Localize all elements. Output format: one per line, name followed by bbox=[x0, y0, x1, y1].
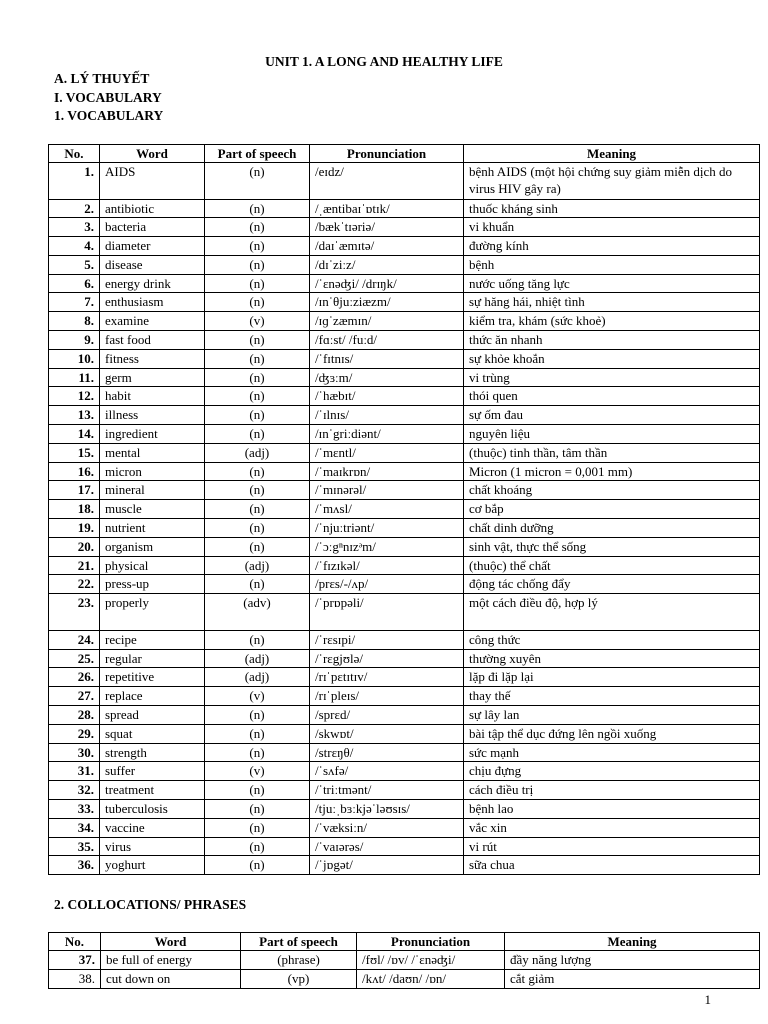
cell-word: energy drink bbox=[100, 274, 205, 293]
cell-pronunciation: /ˈprɒpəli/ bbox=[310, 594, 464, 631]
table-row bbox=[49, 349, 760, 368]
cell-part-of-speech: (n) bbox=[205, 781, 310, 800]
table-row bbox=[49, 687, 760, 706]
cell-pronunciation: /ˈfɪtnɪs/ bbox=[310, 349, 464, 368]
cell-part-of-speech: (n) bbox=[205, 199, 310, 218]
cell-part-of-speech: (vp) bbox=[241, 969, 357, 988]
table-row bbox=[49, 443, 760, 462]
table-row bbox=[49, 705, 760, 724]
cell-pronunciation: /ˈhæbɪt/ bbox=[310, 387, 464, 406]
cell-meaning: công thức bbox=[464, 630, 760, 649]
cell-pronunciation: /ˈvaɪərəs/ bbox=[310, 837, 464, 856]
cell-meaning: (thuộc) tinh thần, tâm thần bbox=[464, 443, 760, 462]
cell-no: 13. bbox=[49, 406, 100, 425]
cell-meaning: sự hăng hái, nhiệt tình bbox=[464, 293, 760, 312]
subsection-heading-vocabulary: 1. VOCABULARY bbox=[54, 108, 164, 123]
cell-meaning: cắt giảm bbox=[505, 969, 760, 988]
cell-word: mental bbox=[100, 443, 205, 462]
cell-pronunciation: /ɪɡˈzæmɪn/ bbox=[310, 312, 464, 331]
cell-word: strength bbox=[100, 743, 205, 762]
header-no: No. bbox=[49, 145, 100, 163]
cell-meaning: sức mạnh bbox=[464, 743, 760, 762]
cell-pronunciation: /ˈtriːtmənt/ bbox=[310, 781, 464, 800]
table-row bbox=[49, 630, 760, 649]
cell-meaning: vi trùng bbox=[464, 368, 760, 387]
cell-pronunciation: /dɪˈziːz/ bbox=[310, 255, 464, 274]
cell-meaning: đường kính bbox=[464, 237, 760, 256]
cell-no: 37. bbox=[49, 951, 101, 970]
cell-word: nutrient bbox=[100, 519, 205, 538]
cell-word: antibiotic bbox=[100, 199, 205, 218]
cell-no: 6. bbox=[49, 274, 100, 293]
cell-word: examine bbox=[100, 312, 205, 331]
cell-pronunciation: /eɪdz/ bbox=[310, 163, 464, 200]
table-row bbox=[49, 837, 760, 856]
cell-no: 11. bbox=[49, 368, 100, 387]
cell-word: micron bbox=[100, 462, 205, 481]
cell-no: 8. bbox=[49, 312, 100, 331]
cell-pronunciation: /ˈfɪzɪkəl/ bbox=[310, 556, 464, 575]
cell-no: 30. bbox=[49, 743, 100, 762]
table-row bbox=[49, 481, 760, 500]
cell-meaning: nguyên liệu bbox=[464, 425, 760, 444]
cell-part-of-speech: (n) bbox=[205, 856, 310, 875]
cell-no: 4. bbox=[49, 237, 100, 256]
cell-no: 23. bbox=[49, 594, 100, 631]
cell-no: 27. bbox=[49, 687, 100, 706]
cell-no: 22. bbox=[49, 575, 100, 594]
cell-part-of-speech: (n) bbox=[205, 387, 310, 406]
cell-meaning: Micron (1 micron = 0,001 mm) bbox=[464, 462, 760, 481]
cell-no: 9. bbox=[49, 331, 100, 350]
cell-word: vaccine bbox=[100, 818, 205, 837]
cell-word: treatment bbox=[100, 781, 205, 800]
table-row bbox=[49, 199, 760, 218]
cell-meaning: thói quen bbox=[464, 387, 760, 406]
table-row bbox=[49, 500, 760, 519]
cell-no: 28. bbox=[49, 705, 100, 724]
cell-no: 17. bbox=[49, 481, 100, 500]
cell-word: squat bbox=[100, 724, 205, 743]
cell-meaning: động tác chống đẩy bbox=[464, 575, 760, 594]
cell-pronunciation: /fʊl/ /ɒv/ /ˈɛnəʤi/ bbox=[357, 951, 505, 970]
cell-meaning: cách điều trị bbox=[464, 781, 760, 800]
cell-part-of-speech: (v) bbox=[205, 687, 310, 706]
cell-no: 12. bbox=[49, 387, 100, 406]
table-row bbox=[49, 649, 760, 668]
cell-no: 25. bbox=[49, 649, 100, 668]
cell-word: repetitive bbox=[100, 668, 205, 687]
header-part-of-speech: Part of speech bbox=[241, 933, 357, 951]
cell-pronunciation: /ˈɛnəʤi/ /drɪŋk/ bbox=[310, 274, 464, 293]
header-word: Word bbox=[101, 933, 241, 951]
cell-no: 3. bbox=[49, 218, 100, 237]
cell-pronunciation: /ˌæntibaɪˈɒtɪk/ bbox=[310, 199, 464, 218]
cell-part-of-speech: (n) bbox=[205, 425, 310, 444]
cell-no: 29. bbox=[49, 724, 100, 743]
cell-word: suffer bbox=[100, 762, 205, 781]
cell-part-of-speech: (adv) bbox=[205, 594, 310, 631]
cell-pronunciation: /ˈɔːgⁿnɪzᵊm/ bbox=[310, 537, 464, 556]
cell-part-of-speech: (n) bbox=[205, 537, 310, 556]
cell-word: bacteria bbox=[100, 218, 205, 237]
table-row bbox=[49, 594, 760, 631]
document-title: UNIT 1. A LONG AND HEALTHY LIFE bbox=[265, 54, 503, 69]
section-heading-theory: A. LÝ THUYẾT bbox=[54, 71, 150, 86]
cell-meaning: thuốc kháng sinh bbox=[464, 199, 760, 218]
cell-meaning: bệnh AIDS (một hội chứng suy giảm miễn dịch do virus HIV gây ra) bbox=[464, 163, 760, 200]
cell-word: mineral bbox=[100, 481, 205, 500]
cell-no: 35. bbox=[49, 837, 100, 856]
cell-part-of-speech: (adj) bbox=[205, 443, 310, 462]
cell-part-of-speech: (n) bbox=[205, 349, 310, 368]
cell-part-of-speech: (n) bbox=[205, 237, 310, 256]
cell-meaning: sự khỏe khoắn bbox=[464, 349, 760, 368]
cell-pronunciation: /ˈrɛgjʊlə/ bbox=[310, 649, 464, 668]
cell-part-of-speech: (n) bbox=[205, 575, 310, 594]
cell-no: 34. bbox=[49, 818, 100, 837]
cell-meaning: sự ốm đau bbox=[464, 406, 760, 425]
cell-part-of-speech: (n) bbox=[205, 406, 310, 425]
cell-meaning: bệnh lao bbox=[464, 799, 760, 818]
collocations-table bbox=[48, 932, 760, 989]
table-row bbox=[49, 556, 760, 575]
cell-word: ingredient bbox=[100, 425, 205, 444]
table-row bbox=[49, 293, 760, 312]
cell-part-of-speech: (n) bbox=[205, 462, 310, 481]
cell-pronunciation: /kʌt/ /daʊn/ /ɒn/ bbox=[357, 969, 505, 988]
header-no: No. bbox=[49, 933, 101, 951]
table-row bbox=[49, 274, 760, 293]
cell-no: 20. bbox=[49, 537, 100, 556]
cell-word: replace bbox=[100, 687, 205, 706]
cell-meaning: chịu đựng bbox=[464, 762, 760, 781]
cell-word: habit bbox=[100, 387, 205, 406]
section-heading-vocabulary: I. VOCABULARY bbox=[54, 90, 162, 105]
table-header-row bbox=[49, 145, 760, 163]
table-row bbox=[49, 368, 760, 387]
table-row bbox=[49, 425, 760, 444]
cell-pronunciation: /ˈmaɪkrɒn/ bbox=[310, 462, 464, 481]
cell-pronunciation: /ˈmɛntl/ bbox=[310, 443, 464, 462]
cell-word: fitness bbox=[100, 349, 205, 368]
cell-no: 24. bbox=[49, 630, 100, 649]
cell-word: illness bbox=[100, 406, 205, 425]
cell-part-of-speech: (n) bbox=[205, 743, 310, 762]
cell-meaning: thường xuyên bbox=[464, 649, 760, 668]
table-row bbox=[49, 163, 760, 200]
table-row bbox=[49, 799, 760, 818]
cell-part-of-speech: (n) bbox=[205, 274, 310, 293]
table-row bbox=[49, 312, 760, 331]
table-row bbox=[49, 255, 760, 274]
cell-meaning: nước uống tăng lực bbox=[464, 274, 760, 293]
cell-no: 1. bbox=[49, 163, 100, 200]
cell-no: 15. bbox=[49, 443, 100, 462]
cell-meaning: một cách điều độ, hợp lý bbox=[464, 594, 760, 631]
cell-word: cut down on bbox=[101, 969, 241, 988]
cell-pronunciation: /tjuːˌbɜːkjəˈləʊsɪs/ bbox=[310, 799, 464, 818]
cell-meaning: cơ bắp bbox=[464, 500, 760, 519]
cell-part-of-speech: (n) bbox=[205, 218, 310, 237]
cell-part-of-speech: (n) bbox=[205, 481, 310, 500]
cell-meaning: chất dinh dưỡng bbox=[464, 519, 760, 538]
cell-part-of-speech: (n) bbox=[205, 368, 310, 387]
section-heading-collocations: 2. COLLOCATIONS/ PHRASES bbox=[54, 897, 247, 912]
cell-word: press-up bbox=[100, 575, 205, 594]
header-part-of-speech: Part of speech bbox=[205, 145, 310, 163]
cell-pronunciation: /ˈjɒgət/ bbox=[310, 856, 464, 875]
table-row bbox=[49, 537, 760, 556]
cell-part-of-speech: (n) bbox=[205, 630, 310, 649]
cell-meaning: sự lây lan bbox=[464, 705, 760, 724]
cell-no: 19. bbox=[49, 519, 100, 538]
cell-no: 32. bbox=[49, 781, 100, 800]
table-row bbox=[49, 743, 760, 762]
table-row bbox=[49, 951, 760, 970]
cell-part-of-speech: (n) bbox=[205, 837, 310, 856]
table-row bbox=[49, 724, 760, 743]
table-row bbox=[49, 519, 760, 538]
cell-no: 14. bbox=[49, 425, 100, 444]
cell-part-of-speech: (n) bbox=[205, 163, 310, 200]
cell-word: properly bbox=[100, 594, 205, 631]
cell-word: diameter bbox=[100, 237, 205, 256]
cell-no: 21. bbox=[49, 556, 100, 575]
cell-part-of-speech: (n) bbox=[205, 331, 310, 350]
cell-no: 2. bbox=[49, 199, 100, 218]
cell-no: 10. bbox=[49, 349, 100, 368]
table-row bbox=[49, 969, 760, 988]
cell-pronunciation: /daɪˈæmɪtə/ bbox=[310, 237, 464, 256]
cell-pronunciation: /ʤɜːm/ bbox=[310, 368, 464, 387]
cell-word: be full of energy bbox=[101, 951, 241, 970]
cell-pronunciation: /ˈvæksiːn/ bbox=[310, 818, 464, 837]
cell-pronunciation: /fɑːst/ /fuːd/ bbox=[310, 331, 464, 350]
table-row bbox=[49, 406, 760, 425]
cell-pronunciation: /rɪˈpɛtɪtɪv/ bbox=[310, 668, 464, 687]
cell-no: 26. bbox=[49, 668, 100, 687]
cell-pronunciation: /sprɛd/ bbox=[310, 705, 464, 724]
table-row bbox=[49, 762, 760, 781]
cell-meaning: sinh vật, thực thể sống bbox=[464, 537, 760, 556]
table-row bbox=[49, 218, 760, 237]
cell-meaning: vi khuẩn bbox=[464, 218, 760, 237]
cell-meaning: (thuộc) thể chất bbox=[464, 556, 760, 575]
cell-part-of-speech: (n) bbox=[205, 293, 310, 312]
cell-part-of-speech: (n) bbox=[205, 799, 310, 818]
cell-part-of-speech: (adj) bbox=[205, 556, 310, 575]
header-meaning: Meaning bbox=[464, 145, 760, 163]
cell-pronunciation: /strɛŋθ/ bbox=[310, 743, 464, 762]
cell-meaning: chất khoáng bbox=[464, 481, 760, 500]
cell-no: 7. bbox=[49, 293, 100, 312]
cell-word: tuberculosis bbox=[100, 799, 205, 818]
cell-word: enthusiasm bbox=[100, 293, 205, 312]
table-row bbox=[49, 237, 760, 256]
cell-pronunciation: /skwɒt/ bbox=[310, 724, 464, 743]
cell-word: recipe bbox=[100, 630, 205, 649]
cell-pronunciation: /ɪnˈθjuːziæzm/ bbox=[310, 293, 464, 312]
cell-part-of-speech: (v) bbox=[205, 762, 310, 781]
cell-no: 18. bbox=[49, 500, 100, 519]
table-row bbox=[49, 818, 760, 837]
cell-part-of-speech: (n) bbox=[205, 705, 310, 724]
table-row bbox=[49, 462, 760, 481]
vocabulary-table bbox=[48, 144, 760, 875]
cell-part-of-speech: (n) bbox=[205, 818, 310, 837]
cell-word: yoghurt bbox=[100, 856, 205, 875]
cell-pronunciation: /ˈmʌsl/ bbox=[310, 500, 464, 519]
cell-word: fast food bbox=[100, 331, 205, 350]
table-row bbox=[49, 781, 760, 800]
cell-no: 38. bbox=[49, 969, 101, 988]
cell-part-of-speech: (adj) bbox=[205, 668, 310, 687]
cell-meaning: lặp đi lặp lại bbox=[464, 668, 760, 687]
cell-part-of-speech: (n) bbox=[205, 255, 310, 274]
cell-part-of-speech: (adj) bbox=[205, 649, 310, 668]
cell-word: organism bbox=[100, 537, 205, 556]
cell-word: virus bbox=[100, 837, 205, 856]
header-pronunciation: Pronunciation bbox=[357, 933, 505, 951]
cell-word: regular bbox=[100, 649, 205, 668]
cell-pronunciation: /ˈsʌfə/ bbox=[310, 762, 464, 781]
cell-part-of-speech: (phrase) bbox=[241, 951, 357, 970]
cell-no: 16. bbox=[49, 462, 100, 481]
page-number: 1 bbox=[704, 992, 711, 1007]
cell-pronunciation: /rɪˈpleɪs/ bbox=[310, 687, 464, 706]
cell-meaning: vắc xin bbox=[464, 818, 760, 837]
cell-pronunciation: /bækˈtɪəriə/ bbox=[310, 218, 464, 237]
cell-meaning: bài tập thể dục đứng lên ngồi xuống bbox=[464, 724, 760, 743]
cell-part-of-speech: (v) bbox=[205, 312, 310, 331]
cell-pronunciation: /ˈɪlnɪs/ bbox=[310, 406, 464, 425]
cell-part-of-speech: (n) bbox=[205, 519, 310, 538]
cell-word: physical bbox=[100, 556, 205, 575]
cell-word: disease bbox=[100, 255, 205, 274]
cell-word: AIDS bbox=[100, 163, 205, 200]
header-meaning: Meaning bbox=[505, 933, 760, 951]
cell-part-of-speech: (n) bbox=[205, 724, 310, 743]
cell-no: 36. bbox=[49, 856, 100, 875]
cell-word: muscle bbox=[100, 500, 205, 519]
header-word: Word bbox=[100, 145, 205, 163]
cell-pronunciation: /ˈmɪnərəl/ bbox=[310, 481, 464, 500]
cell-meaning: thức ăn nhanh bbox=[464, 331, 760, 350]
cell-pronunciation: /prɛs/-/ʌp/ bbox=[310, 575, 464, 594]
cell-no: 31. bbox=[49, 762, 100, 781]
cell-meaning: thay thế bbox=[464, 687, 760, 706]
cell-pronunciation: /ˈrɛsɪpi/ bbox=[310, 630, 464, 649]
table-header-row bbox=[49, 933, 760, 951]
cell-pronunciation: /ˈnjuːtriənt/ bbox=[310, 519, 464, 538]
cell-meaning: sữa chua bbox=[464, 856, 760, 875]
table-row bbox=[49, 668, 760, 687]
table-row bbox=[49, 387, 760, 406]
cell-meaning: kiểm tra, khám (sức khoẻ) bbox=[464, 312, 760, 331]
table-row bbox=[49, 575, 760, 594]
cell-no: 33. bbox=[49, 799, 100, 818]
table-row bbox=[49, 856, 760, 875]
table-row bbox=[49, 331, 760, 350]
cell-meaning: bệnh bbox=[464, 255, 760, 274]
cell-part-of-speech: (n) bbox=[205, 500, 310, 519]
header-pronunciation: Pronunciation bbox=[310, 145, 464, 163]
cell-meaning: vi rút bbox=[464, 837, 760, 856]
cell-pronunciation: /ɪnˈgriːdiənt/ bbox=[310, 425, 464, 444]
cell-no: 5. bbox=[49, 255, 100, 274]
cell-word: spread bbox=[100, 705, 205, 724]
cell-meaning: đầy năng lượng bbox=[505, 951, 760, 970]
cell-word: germ bbox=[100, 368, 205, 387]
